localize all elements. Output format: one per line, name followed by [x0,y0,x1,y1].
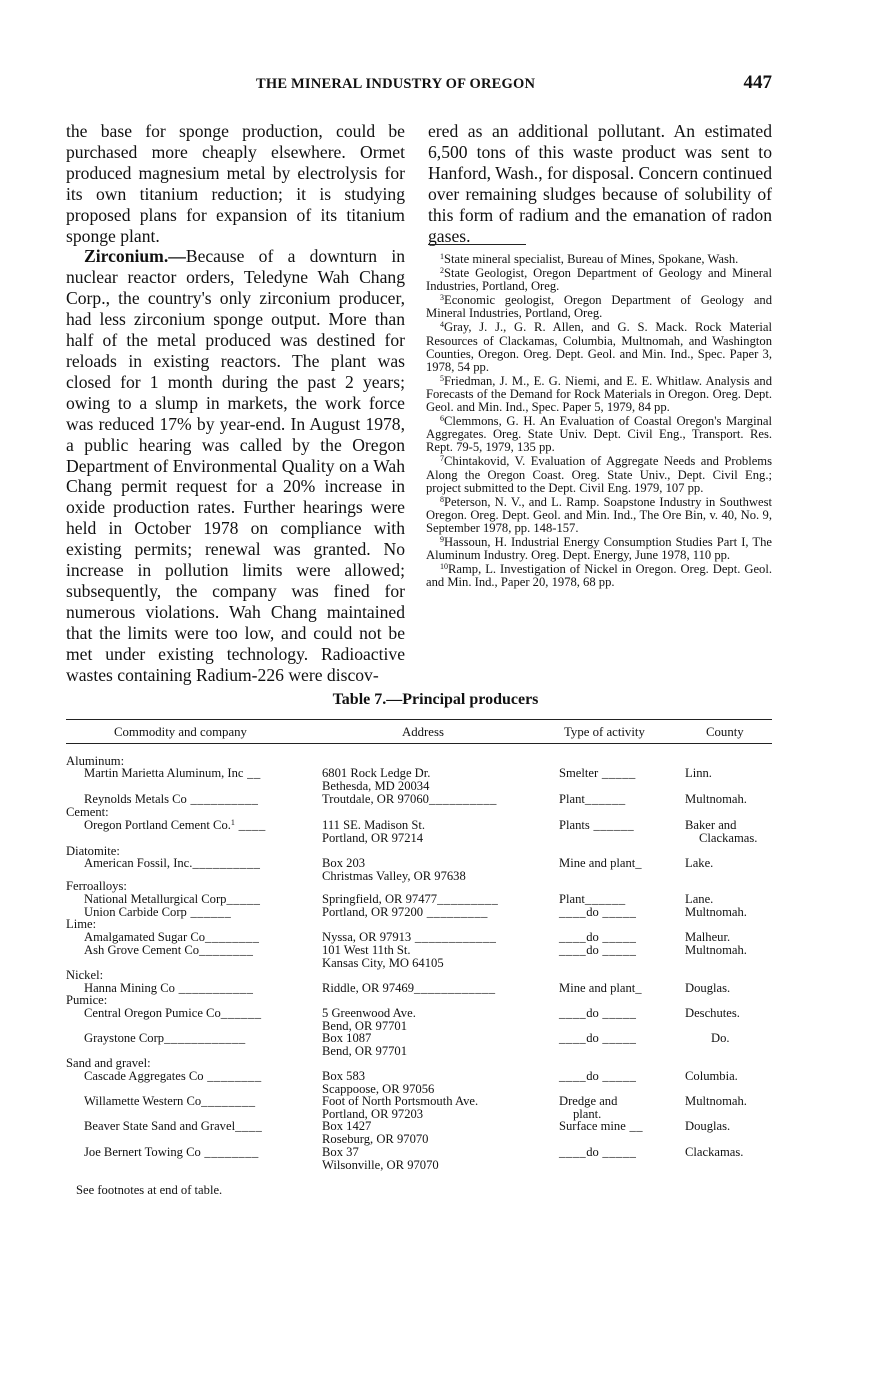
footnotes [426,253,772,590]
footnote: $^4$Gray, J. J., G. R. Allen, and G. S. Mack. Rock Material Resources of Clackamas, Columbia, Multnomah, and Washington Counties, Oregon. Oreg. Dept. Geol. and Min. Ind., Spec. Paper 3, 1978, 54 pp. [426,320,772,374]
table-cell-address: Riddle, OR 97469____________ [322,981,496,995]
table-cell-county: Do. [711,1031,730,1045]
table-cell-address: Portland, OR 97200 _________ [322,905,488,919]
footnote: $^5$Friedman, J. M., E. G. Niemi, and E. E. Whitlaw. Analysis and Forecasts of the Demand for Rock Materials in Oregon. Oreg. Dept. Geol. and Min. Ind., Spec. Paper 5, 1979, 84 pp. [426,373,772,415]
column-header-activity: Type of activity [564,725,645,739]
table-cell-address: Springfield, OR 97477_________ [322,892,499,906]
table-cell-activity: Mine and plant_ [559,981,643,995]
footnote: $^9$Hassoun, H. Industrial Energy Consumption Studies Part I, The Aluminum Industry. Oreg. Dept. Energy, June 1978, 110 pp. [426,534,772,563]
category-label: Ferroalloys: [66,879,127,893]
table-cell-county: Multnomah. [685,943,747,957]
table-cell-address: 101 West 11th St. Kansas City, MO 64105 [322,943,444,970]
table-cell-company: National Metallurgical Corp_____ [84,892,261,906]
table-cell-activity: Dredge and plant. [559,1094,618,1121]
table-top-rule [66,719,772,720]
table-cell-address: 111 SE. Madison St. Portland, OR 97214 [322,818,425,845]
table-cell-address: 6801 Rock Ledge Dr. Bethesda, MD 20034 [322,766,431,793]
table-cell-company: Ash Grove Cement Co________ [84,943,254,957]
table-cell-activity: ____do _____ [559,1006,637,1020]
footnote: $^{10}$Ramp, L. Investigation of Nickel in Oregon. Oreg. Dept. Geol. and Min. Ind., Paper 20, 1978, 68 pp. [426,562,772,590]
table-cell-activity: Plant______ [559,792,626,806]
table-cell-company: Willamette Western Co________ [84,1094,256,1108]
footnote: $^1$State mineral specialist, Bureau of Mines, Spokane, Wash. [440,252,739,266]
paragraph: ered as an additional pollutant. An estimated 6,500 tons of this waste product was sent to Hanford, Wash., for disposal. Concern continued over remaining sludges because of solubility of this form of radium and the emanation of radon gases. [428,121,772,246]
table-cell-county: Multnomah. [685,905,747,919]
table-cell-activity: ____do _____ [559,1069,637,1083]
table-cell-address: Foot of North Portsmouth Ave. Portland, OR 97203 [322,1094,479,1121]
footnote: $^7$Chintakovid, V. Evaluation of Aggregate Needs and Problems Along the Oregon Coast. Oreg. State Univ., Dept. Civil Eng.; project submitted to the Dept. Civil Eng. 1979, 107 pp. [426,454,772,495]
table-cell-county: Baker and Clackamas. [685,818,758,845]
left-column [66,121,405,685]
table-note: See footnotes at end of table. [76,1183,223,1197]
column-header-county: County [706,725,744,739]
table-cell-activity: Plants ______ [559,818,635,832]
table-cell-activity: Mine and plant_ [559,856,643,870]
table-cell-county: Douglas. [685,1119,731,1133]
table-cell-company: Martin Marietta Aluminum, Inc __ [84,766,261,780]
table-cell-address: Box 1087 Bend, OR 97701 [322,1031,408,1058]
table-cell-company: Reynolds Metals Co __________ [84,792,259,806]
table-cell-county: Linn. [685,766,712,780]
table-cell-activity: ____do _____ [559,943,637,957]
table-cell-county: Lane. [685,892,714,906]
paragraph: the base for sponge production, could be purchased more cheaply elsewhere. Ormet produced magnesium metal by electrolysis for its own titanium reduction; it is studying proposed plans for expansion of its titanium sponge plant. [66,121,405,246]
table-cell-activity: ____do _____ [559,930,637,944]
table-cell-county: Deschutes. [685,1006,740,1020]
table-cell-county: Columbia. [685,1069,738,1083]
category-label: Pumice: [66,993,108,1007]
table-cell-company: Amalgamated Sugar Co________ [84,930,260,944]
table-cell-address: Box 203 Christmas Valley, OR 97638 [322,856,466,883]
table-cell-address: Troutdale, OR 97060__________ [322,792,497,806]
table-cell-company: Hanna Mining Co ___________ [84,981,254,995]
table-cell-county: Clackamas. [685,1145,744,1159]
table-cell-address: Box 1427 Roseburg, OR 97070 [322,1119,429,1146]
footnote: $^6$Clemmons, G. H. An Evaluation of Coastal Oregon's Marginal Aggregates. Oreg. State Univ. Dept. Civil Eng., Transport. Res. Rept. 79-5, 1979, 135 pp. [426,414,772,455]
page-header [66,74,772,98]
page-number: 447 [743,72,772,93]
running-title: THE MINERAL INDUSTRY OF OREGON [256,76,536,92]
column-header-address: Address [402,725,444,739]
table-cell-county: Douglas. [685,981,731,995]
table-cell-activity: Smelter _____ [559,766,636,780]
table-cell-company: Joe Bernert Towing Co ________ [84,1145,259,1159]
table-cell-county: Lake. [685,856,714,870]
table-cell-company: Oregon Portland Cement Co.$^1$ ____ [84,818,266,832]
table-cell-address: Box 37 Wilsonville, OR 97070 [322,1145,439,1172]
footnote: $^2$State Geologist, Oregon Department of Geology and Mineral Industries, Portland, Oreg. [426,266,772,294]
table-header-rule [66,743,772,744]
footnote: $^3$Economic geologist, Oregon Department of Geology and Mineral Industries, Portland, Oreg. [426,293,772,321]
category-label: Nickel: [66,968,104,982]
table-cell-company: Central Oregon Pumice Co______ [84,1006,262,1020]
table-cell-company: Graystone Corp____________ [84,1031,246,1045]
table-cell-address: Nyssa, OR 97913 ____________ [322,930,497,944]
table-cell-county: Malheur. [685,930,731,944]
category-label: Diatomite: [66,844,120,858]
table-cell-activity: ____do _____ [559,1145,637,1159]
category-label: Lime: [66,917,97,931]
table-cell-company: Cascade Aggregates Co ________ [84,1069,262,1083]
table-cell-activity: ____do _____ [559,1031,637,1045]
table-cell-activity: Plant______ [559,892,626,906]
paragraph-zirconium [66,246,405,685]
table-cell-address: 5 Greenwood Ave. Bend, OR 97701 [322,1006,416,1033]
section-heading: Zirconium.— [84,246,186,267]
category-label: Aluminum: [66,754,125,768]
table-cell-company: Beaver State Sand and Gravel____ [84,1119,263,1133]
column-header-company: Commodity and company [114,725,247,739]
category-label: Cement: [66,805,109,819]
table-cell-county: Multnomah. [685,1094,747,1108]
footnote-divider [428,244,526,245]
table-cell-address: Box 583 Scappoose, OR 97056 [322,1069,435,1096]
table-cell-company: Union Carbide Corp ______ [84,905,232,919]
right-column [428,121,772,246]
paragraph-body: Because of a downturn in nuclear reactor orders, Teledyne Wah Chang Corp., the country's only zirconium producer, had less zirconium sponge output. More than half of the metal produced was destined for reloads in existing reactors. The plant was closed for 1 month during the past 2 years; owing to a slump in markets, the work force was reduced 17% by year-end. In August 1978, a public hearing was called by the Oregon Department of Environmental Quality on a Wah Chang permit request for a 20% increase in oxide production rates. Further hearings were held in October 1978 on compliance with existing permits; renewal was granted. No increase in pollution limits were allowed; subsequently, the company was fined for numerous violations. Wah Chang maintained that the limits were too low, and could not be met under existing technology. Radioactive wastes containing Radium-226 were discov- [66,246,405,685]
table-title: Table 7.—Principal producers [332,691,539,708]
table-cell-company: American Fossil, Inc.__________ [84,856,261,870]
table-cell-county: Multnomah. [685,792,747,806]
footnote: $^8$Peterson, N. V., and L. Ramp. Soapstone Industry in Southwest Oregon. Oreg. Dept. Geol. and Min. Ind., The Ore Bin, v. 40, No. 9, September 1978, pp. 148-157. [426,494,772,535]
category-label: Sand and gravel: [66,1056,151,1070]
table-cell-activity: ____do _____ [559,905,637,919]
table-cell-activity: Surface mine __ [559,1119,644,1133]
